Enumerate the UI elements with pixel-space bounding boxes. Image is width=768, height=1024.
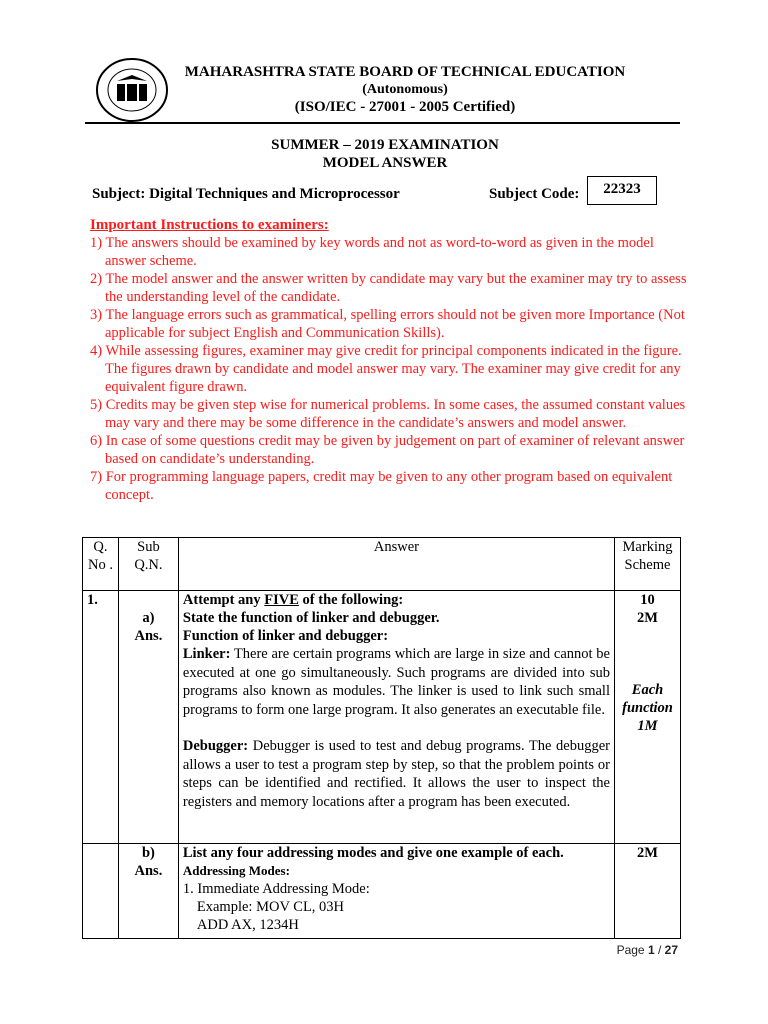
question-text: List any four addressing modes and give one example of each.: [182, 845, 564, 861]
sub-question: a) Ans.: [118, 591, 178, 844]
subject-name: Subject: Digital Techniques and Microprocessor: [92, 186, 400, 202]
table-row: [83, 591, 681, 844]
board-name: MAHARASHTRA STATE BOARD OF TECHNICAL EDUCATION: [184, 64, 626, 80]
answer-cell: Attempt any FIVE of the following: State the function of linker and debugger. Function of linker and debugger: Linker: There are certain programs which are large in size and cannot be executed at one go simultaneously. Such programs are divided into sub programs also known as modules. The linker is used to link such small programs to form one large program. It also generates an executable file. Debugger: Debugger is used to test and debug programs. The debugger allows a user to test a program step by step, so that the problem points or steps can be identified and rectified. It allows the user to inspect the registers and memory locations after a program has been executed.: [178, 591, 614, 844]
exam-title: SUMMER – 2019 EXAMINATION: [271, 137, 499, 153]
header-qno: Q. No .: [83, 538, 119, 591]
marks-cell: 10 2M Each function 1M: [615, 591, 681, 844]
sub-question: b) Ans.: [118, 844, 178, 939]
question-number: 1.: [83, 591, 119, 844]
subject-code-label: Subject Code:: [489, 186, 580, 202]
subject-code: 22323: [587, 176, 657, 205]
instruction-item: 7) For programming language papers, credit may be given to any other program based on equivalent concept.: [90, 469, 673, 503]
header-answer: Answer: [178, 538, 614, 591]
instruction-item: 1) The answers should be examined by key words and not as word-to-word as given in the model answer scheme.: [90, 235, 654, 269]
model-answer-title: MODEL ANSWER: [322, 155, 448, 171]
examiner-instructions: [90, 216, 690, 504]
instruction-item: 2) The model answer and the answer written by candidate may vary but the examiner may try to assess the understanding level of the candidate.: [90, 271, 687, 305]
header-sub: Sub Q.N.: [118, 538, 178, 591]
instruction-item: 6) In case of some questions credit may be given by judgement on part of examiner of relevant answer based on candidate’s understanding.: [90, 433, 685, 467]
instruction-item: 4) While assessing figures, examiner may give credit for principal components indicated in the figure. The figures drawn by candidate and model answer may vary. The examiner may give credit for any equivalent figure drawn.: [90, 343, 682, 395]
marks-cell: 2M: [615, 844, 681, 939]
answer-table: [82, 537, 681, 939]
answer-cell: List any four addressing modes and give one example of each. Addressing Modes: 1. Immediate Addressing Mode: Example: MOV CL, 03H ADD AX, 1234H: [178, 844, 614, 939]
autonomous-label: (Autonomous): [362, 82, 448, 97]
page-number: Page 1 / 27: [616, 943, 678, 957]
instruction-item: 5) Credits may be given step wise for numerical problems. In some cases, the assumed constant values may vary and there may be some difference in the candidate’s answers and model answer.: [90, 397, 686, 431]
instruction-item: 3) The language errors such as grammatical, spelling errors should not be given more Importance (Not applicable for subject English and Communication Skills).: [90, 307, 685, 341]
header-marking: Marking Scheme: [615, 538, 681, 591]
table-row: [83, 844, 681, 939]
instructions-title: Important Instructions to examiners:: [90, 217, 329, 233]
table-header-row: [83, 538, 681, 591]
question-text: State the function of linker and debugger.: [182, 610, 440, 626]
header-divider: [85, 122, 680, 124]
certified-label: (ISO/IEC - 27001 - 2005 Certified): [294, 99, 516, 115]
